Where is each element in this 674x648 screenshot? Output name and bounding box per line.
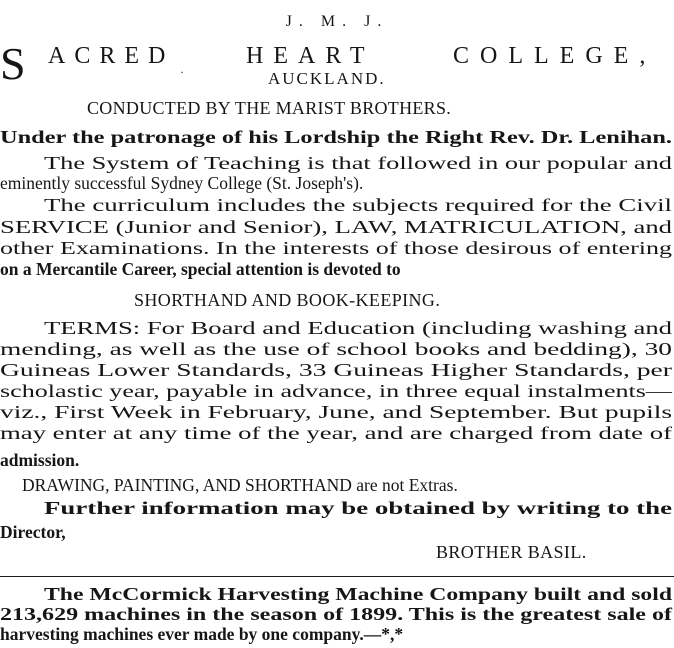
extras-line: DRAWING, PAINTING, AND SHORTHAND are not Extras. (22, 475, 458, 495)
mccormick-line-2: 213,629 machines in the season of 1899. This is the greatest sale of (0, 604, 672, 624)
terms-line-4: scholastic year, payable in advance, in three equal instalments— (0, 381, 672, 401)
conducted-by-line: CONDUCTED BY THE MARIST BROTHERS. (87, 98, 452, 118)
further-line-1: Further information may be obtained by writing to the (44, 498, 672, 518)
terms-line-2: mending, as well as the use of school books and bedding), 30 (0, 339, 672, 359)
curriculum-line-4: on a Mercantile Career, special attention is devoted to (0, 259, 401, 279)
system-line-2: eminently successful Sydney College (St. Joseph's). (0, 173, 364, 193)
title-word-heart: HEART (246, 43, 375, 69)
curriculum-line-2: SERVICE (Junior and Senior), LAW, MATRICULATION, and (0, 217, 672, 237)
section-divider (0, 576, 674, 577)
signature-line: BROTHER BASIL. (436, 542, 587, 562)
terms-line-3: Guineas Lower Standards, 33 Guineas Higher Standards, per (0, 360, 672, 380)
title-initial-letter: S (0, 38, 26, 89)
title-word-college: COLLEGE, (453, 43, 657, 69)
place-mark: · (180, 65, 184, 79)
jmj-heading: J. M. J. (285, 13, 389, 30)
system-line-1: The System of Teaching is that followed in our popular and (44, 153, 672, 173)
curriculum-line-1: The curriculum includes the subjects required for the Civil (44, 195, 672, 215)
terms-line-6: may enter at any time of the year, and are charged from date of (0, 423, 672, 443)
further-line-2: Director, (0, 522, 66, 542)
mccormick-line-1: The McCormick Harvesting Machine Company built and sold (44, 584, 672, 604)
terms-line-1: TERMS: For Board and Education (including washing and (44, 318, 672, 338)
terms-line-5: viz., First Week in February, June, and September. But pupils (0, 402, 672, 422)
curriculum-line-3: other Examinations. In the interests of those desirous of entering (0, 238, 672, 258)
shorthand-heading: SHORTHAND AND BOOK-KEEPING. (134, 290, 441, 310)
college-location: AUCKLAND. (268, 69, 386, 88)
terms-line-7: admission. (0, 450, 80, 470)
title-word-acred: ACRED (48, 43, 175, 69)
patronage-line: Under the patronage of his Lordship the Right Rev. Dr. Lenihan. (0, 127, 672, 147)
mccormick-line-3: harvesting machines ever made by one company.—*,* (0, 624, 404, 644)
